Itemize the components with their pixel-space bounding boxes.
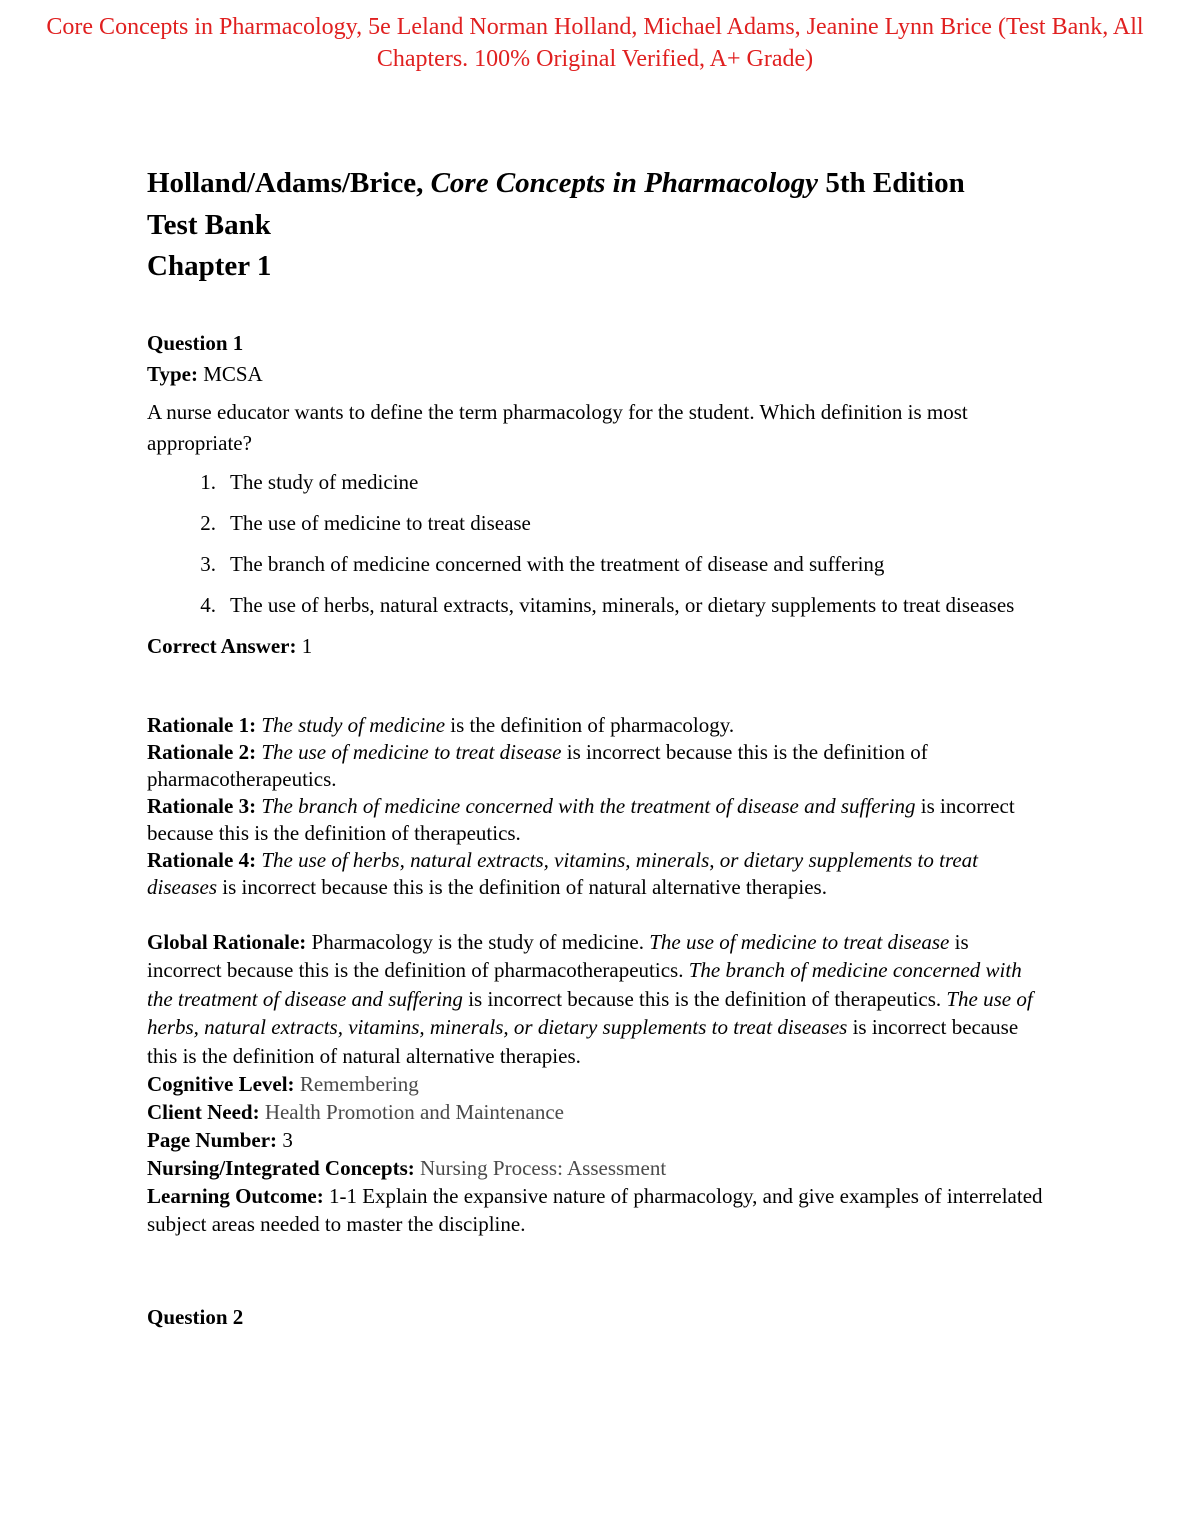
meta-value: 1-1 Explain the expansive nature of pharmacology, and give examples of interrelated subject areas needed to master the discipline.: [147, 1184, 1043, 1236]
rationale-explanation: is incorrect because this is the definition of therapeutics.: [147, 793, 1015, 845]
rationale-option-text: The branch of medicine concerned with the treatment of disease and suffering: [256, 793, 916, 818]
global-rationale-italic: The branch of medicine concerned with the treatment of disease and suffering: [147, 958, 1022, 1011]
meta-label: Cognitive Level:: [147, 1072, 295, 1096]
meta-value: Health Promotion and Maintenance: [259, 1100, 564, 1124]
option-number: 2.: [200, 510, 216, 535]
option-text: The use of medicine to treat disease: [230, 510, 531, 535]
meta-label: Nursing/Integrated Concepts:: [147, 1156, 415, 1180]
rationale-label: Rationale 1:: [147, 712, 257, 737]
correct-answer: [147, 631, 1047, 662]
document-title: [147, 163, 1047, 288]
page-content: [147, 163, 1047, 1333]
client-need: [147, 1098, 1047, 1126]
option-text: The use of herbs, natural extracts, vitamins, minerals, or dietary supplements to treat diseases: [230, 592, 1015, 617]
answer-option: [147, 508, 1047, 539]
title-test-bank: Test Bank: [147, 208, 271, 241]
rationale-option-text: The use of medicine to treat disease: [256, 739, 562, 764]
answer-options: [147, 467, 1047, 621]
global-rationale-italic: The use of medicine to treat disease: [649, 929, 950, 954]
option-number: 3.: [200, 551, 216, 576]
answer-option: [147, 467, 1047, 498]
answer-option: [147, 590, 1047, 621]
question-1-heading: Question 1: [147, 330, 244, 355]
rationale-label: Rationale 3:: [147, 793, 257, 818]
cognitive-level: [147, 1070, 1047, 1098]
rationale-explanation: is incorrect because this is the definition of pharmacotherapeutics.: [147, 739, 928, 791]
document-banner: Core Concepts in Pharmacology, 5e Leland Norman Holland, Michael Adams, Jeanine Lynn Brice (Test Bank, All Chapters. 100% Original Verified, A+ Grade): [46, 14, 1144, 72]
global-rationale-text: is incorrect because this is the definition of pharmacotherapeutics.: [147, 929, 969, 982]
option-number: 4.: [200, 592, 216, 617]
nursing-concepts: [147, 1154, 1047, 1182]
title-edition: 5th Edition: [818, 167, 965, 199]
meta-label: Learning Outcome:: [147, 1184, 324, 1208]
rationale: [147, 847, 1047, 901]
option-text: The study of medicine: [230, 469, 419, 494]
question-2-heading: Question 2: [147, 1305, 244, 1329]
rationale: [147, 739, 1047, 793]
page-number: [147, 1126, 1047, 1154]
correct-answer-value: 1: [296, 633, 313, 658]
meta-value: Remembering: [294, 1072, 419, 1096]
global-rationale-text: is incorrect because this is the definition of therapeutics.: [462, 986, 947, 1011]
global-rationale-label: Global Rationale:: [147, 929, 307, 954]
rationales: [147, 712, 1047, 901]
question-1-header: [147, 328, 1047, 390]
question-1-stem: A nurse educator wants to define the term pharmacology for the student. Which definition is most appropriate?: [147, 399, 968, 455]
meta-label: Client Need:: [147, 1100, 260, 1124]
answer-option: [147, 549, 1047, 580]
rationale-option-text: The use of herbs, natural extracts, vitamins, minerals, or dietary supplements to treat diseases: [147, 847, 978, 899]
title-book: Core Concepts in Pharmacology: [430, 167, 819, 199]
rationale-label: Rationale 2:: [147, 739, 257, 764]
title-authors: Holland/Adams/Brice,: [147, 167, 431, 199]
global-rationale-text: is incorrect because this is the definition of natural alternative therapies.: [147, 1015, 1019, 1068]
correct-answer-label: Correct Answer:: [147, 633, 297, 658]
rationale-explanation: is incorrect because this is the definition of natural alternative therapies.: [217, 874, 827, 899]
option-number: 1.: [200, 469, 216, 494]
meta-value: Nursing Process: Assessment: [414, 1156, 667, 1180]
type-value: MCSA: [197, 361, 263, 386]
rationale: [147, 793, 1047, 847]
question-1-type: [147, 359, 1047, 390]
meta-label: Page Number:: [147, 1128, 278, 1152]
rationale: [147, 712, 1047, 739]
global-rationale-italic: The use of herbs, natural extracts, vitamins, minerals, or dietary supplements to treat diseases: [147, 986, 1033, 1039]
meta-value: 3: [277, 1128, 293, 1152]
title-chapter: Chapter 1: [147, 250, 272, 282]
rationale-explanation: is the definition of pharmacology.: [445, 712, 735, 737]
global-rationale-text: Pharmacology is the study of medicine.: [306, 929, 650, 954]
rationale-label: Rationale 4:: [147, 847, 257, 872]
option-text: The branch of medicine concerned with the treatment of disease and suffering: [230, 551, 885, 576]
question-metadata: [147, 1070, 1047, 1238]
type-label: Type:: [147, 361, 198, 386]
rationale-option-text: The study of medicine: [256, 712, 446, 737]
learning-outcome: [147, 1182, 1047, 1238]
global-rationale: [147, 928, 1047, 1071]
